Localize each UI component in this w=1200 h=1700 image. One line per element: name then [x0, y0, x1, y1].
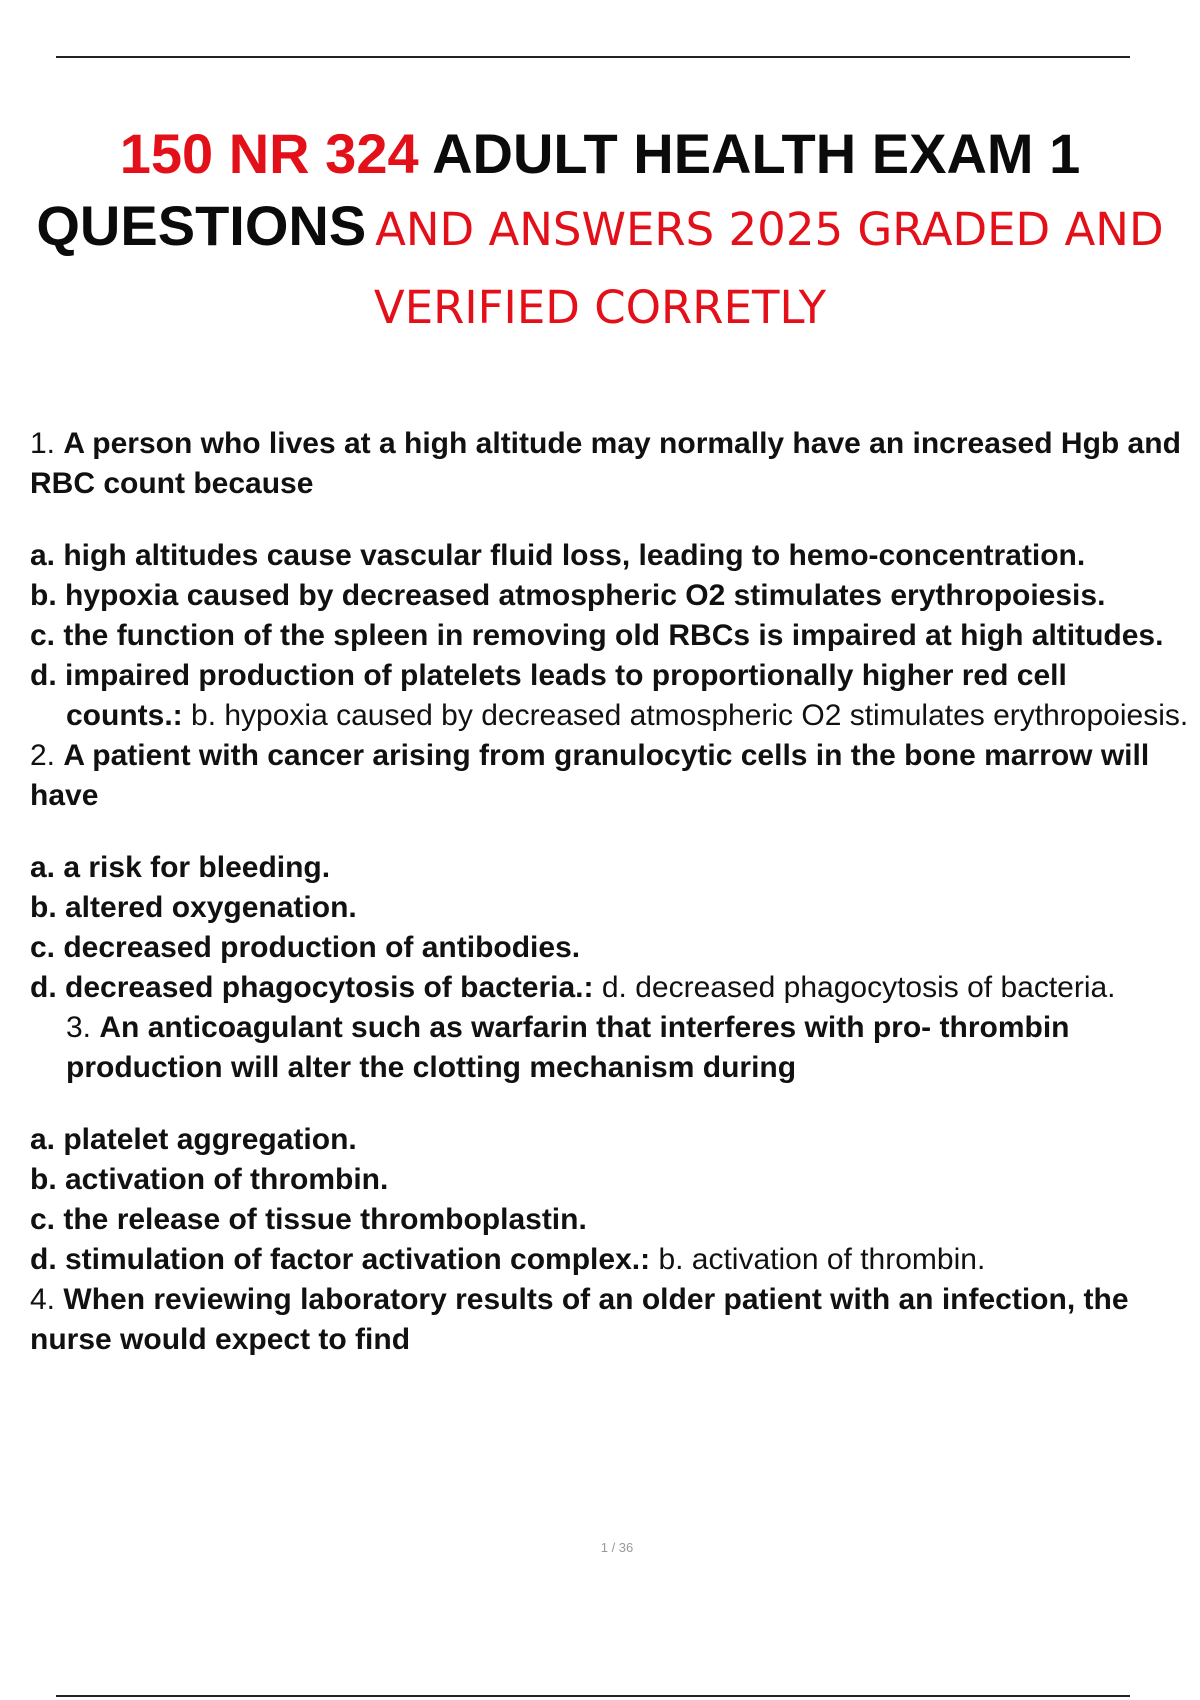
option-2b: b. altered oxygenation.	[30, 891, 357, 924]
option-text: d. decreased phagocytosis of bacteria.:	[30, 971, 594, 1004]
question-2	[30, 736, 1190, 816]
page-indicator: 1 / 36	[600, 1540, 634, 1555]
question-4	[30, 1280, 1190, 1360]
title-course-code: 150 NR 324	[119, 122, 419, 185]
option-2a: a. a risk for bleeding.	[30, 851, 331, 884]
answer-2: d. decreased phagocytosis of bacteria.	[601, 971, 1116, 1004]
question-3	[30, 1008, 1190, 1088]
option-1c: c. the function of the spleen in removing old RBCs is impaired at high altitudes.	[30, 619, 1164, 652]
title-verified-line: VERIFIED CORRETLY	[373, 281, 827, 334]
question-1	[30, 424, 1190, 504]
question-number: 4.	[30, 1283, 56, 1316]
answer-1: b. hypoxia caused by decreased atmospheric O2 stimulates erythropoiesis.	[191, 699, 1189, 732]
option-2c: c. decreased production of antibodies.	[30, 931, 581, 964]
title-subtitle-line: AND ANSWERS 2025 GRADED AND	[375, 203, 1164, 256]
option-3a: a. platelet aggregation.	[30, 1123, 357, 1156]
question-number: 3.	[66, 1011, 92, 1044]
option-1d	[30, 656, 1190, 736]
bottom-rule	[56, 1695, 1130, 1697]
question-number: 1.	[30, 427, 56, 460]
question-text: When reviewing laboratory results of an older patient with an infection, the nurse would expect to find	[30, 1283, 1129, 1356]
question-text: A patient with cancer arising from granulocytic cells in the bone marrow will have	[30, 739, 1150, 812]
option-text: d. impaired production of platelets leads to proportionally higher red cell counts.:	[30, 659, 1067, 732]
top-rule	[56, 56, 1130, 58]
title-exam-name: ADULT HEALTH EXAM 1	[432, 122, 1081, 185]
option-3d	[30, 1240, 1190, 1280]
question-list	[30, 424, 1190, 1360]
option-3b: b. activation of thrombin.	[30, 1163, 389, 1196]
option-1b: b. hypoxia caused by decreased atmospheric O2 stimulates erythropoiesis.	[30, 579, 1106, 612]
option-1a: a. high altitudes cause vascular fluid loss, leading to hemo-concentration.	[30, 539, 1086, 572]
question-text: An anticoagulant such as warfarin that interferes with pro- thrombin production will alter the clotting mechanism during	[66, 1011, 1070, 1084]
document-title	[20, 118, 1180, 350]
question-number: 2.	[30, 739, 56, 772]
answer-3: b. activation of thrombin.	[658, 1243, 986, 1276]
title-questions-word: QUESTIONS	[36, 194, 367, 257]
option-text: d. stimulation of factor activation complex.:	[30, 1243, 651, 1276]
option-3c: c. the release of tissue thromboplastin.	[30, 1203, 587, 1236]
question-text: A person who lives at a high altitude may normally have an increased Hgb and RBC count because	[30, 427, 1181, 500]
option-2d	[30, 968, 1190, 1008]
